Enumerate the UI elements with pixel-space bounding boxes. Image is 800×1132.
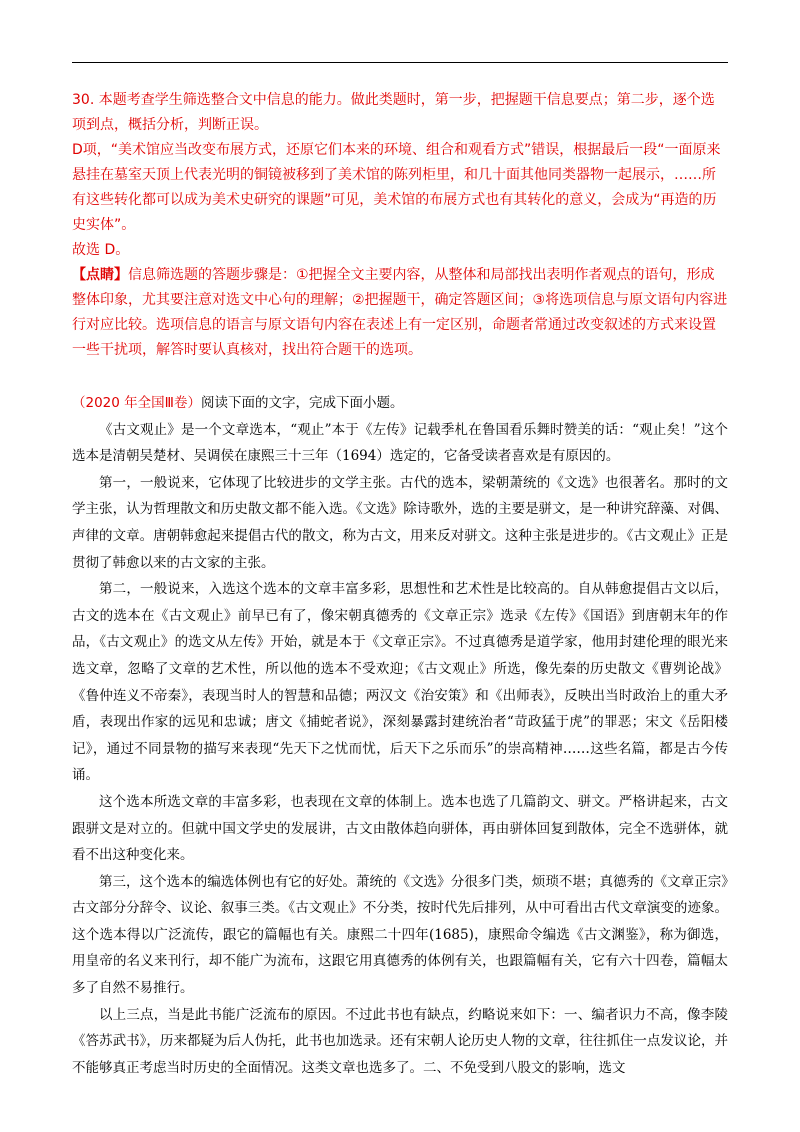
tip-label: 【点睛】 <box>72 267 128 283</box>
passage-paragraph-3: 第二，一般说来，入选这个选本的文章丰富多彩，思想性和艺术性是比较高的。自从韩愈提倡古文以后，古文的选本在《古文观止》前早已有了，像宋朝真德秀的《文章正宗》选录《左传》《国语》到唐朝末年的作品，《古文观止》的选文从左传》开始，就是本于《文章正宗》。不过真德秀是道学家，他用封建伦理的眼光来选文章，忽略了文章的艺术性，所以他的选本不受欢迎；《古文观止》所选，像先秦的历史散文《曹刿论战》《鲁仲连义不帝秦》，表现当时人的智慧和品德；两汉文《治安策》和《出师表》，反映出当时政治上的重大矛盾，表现出作家的远见和忠诚；唐文《捕蛇者说》，深刻暴露封建统治者“苛政猛于虎”的罪恶；宋文《岳阳楼记》，通过不同景物的描写来表现“先天下之忧而忧，后天下之乐而乐”的崇高精神……这些名篇，都是古今传诵。 <box>72 581 728 784</box>
answer-30-intro: 30. 本题考查学生筛选整合文中信息的能力。做此类题时，第一步，把握题干信息要点；第二步，逐个选项到点，概括分析，判断正误。 <box>72 92 715 133</box>
passage-paragraph-5: 第三，这个选本的编选体例也有它的好处。萧统的《文选》分很多门类，烦琐不堪；真德秀的《文章正宗》古文部分分辞令、议论、叙事三类。《古文观止》不分类，按时代先后排列，从中可看出古代文章演变的迹象。这个选本得以广泛流传，跟它的篇幅也有关。康熙二十四年(1685)，康熙命令编选《古文渊鉴》，称为御选，用皇帝的名义来刊行，却不能广为流布，这跟它用真德秀的体例有关，也跟篇幅有关，它有六十四卷，篇幅太多了自然不易推行。 <box>72 873 728 997</box>
reading-passage <box>72 390 728 1081</box>
passage-paragraph-2: 第一，一般说来，它体现了比较进步的文学主张。古代的选本，梁朝萧统的《文选》也很著名。那时的文学主张，认为哲理散文和历史散文都不能入选。《文选》除诗歌外，选的主要是骈文，是一种讲究辞藻、对偶、声律的文章。唐朝韩愈起来提倡古代的散文，称为古文，用来反对骈文。这种主张是进步的。《古文观止》正是贯彻了韩愈以来的古文家的主张。 <box>72 474 728 571</box>
passage-intro <box>72 390 728 417</box>
answer-tip <box>72 263 728 363</box>
exam-source: （2020 年全国Ⅲ卷） <box>72 395 201 411</box>
answer-conclusion: 故选 D。 <box>72 242 130 258</box>
passage-instruction: 阅读下面的文字，完成下面小题。 <box>200 395 404 411</box>
passage-paragraph-6: 以上三点，当是此书能广泛流布的原因。不过此书也有缺点，约略说来如下：一、编者识力不高，像李陵《答苏武书》，历来都疑为后人伪托，此书也加选录。还有宋朝人论历史人物的文章，往往抓住一点发议论，并不能够真正考虑当时历史的全面情况。这类文章也选多了。二、不免受到八股文的影响，选文 <box>72 1006 728 1076</box>
passage-paragraph-1: 《古文观止》是一个文章选本，“观止”本于《左传》记载季札在鲁国看乐舞时赞美的话：“观止矣！”这个选本是清朝吴楚材、吴调侯在康熙三十三年（1694）选定的，它备受读者喜欢是有原因的。 <box>72 421 728 465</box>
answer-option-d: D项，“美术馆应当改变布展方式，还原它们本来的环境、组合和观看方式”错误，根据最后一段“一面原来悬挂在墓室天顶上代表光明的铜镜被移到了美术馆的陈列柜里，和几十面其他同类器物一起展示，……所有这些转化都可以成为美术史研究的课题”可见，美术馆的布展方式也有其转化的意义，会成为“再造的历史实体”。 <box>72 142 721 233</box>
tip-text: 信息筛选题的答题步骤是：①把握全文主要内容，从整体和局部找出表明作者观点的语句，形成整体印象，尤其要注意对选文中心句的理解；②把握题干，确定答题区间；③将选项信息与原文语句内容进行对应比较。选项信息的语言与原文语句内容在表述上有一定区别，命题者常通过改变叙述的方式来设置一些干扰项，解答时要认真核对，找出符合题干的选项。 <box>72 267 728 358</box>
answer-explanation <box>72 88 728 363</box>
header-rule <box>72 62 728 63</box>
passage-paragraph-4: 这个选本所选文章的丰富多彩，也表现在文章的体制上。选本也选了几篇韵文、骈文。严格讲起来，古文跟骈文是对立的。但就中国文学史的发展讲，古文由散体趋向骈体，再由骈体回复到散体，完全不选骈体，就看不出这种变化来。 <box>72 793 728 864</box>
